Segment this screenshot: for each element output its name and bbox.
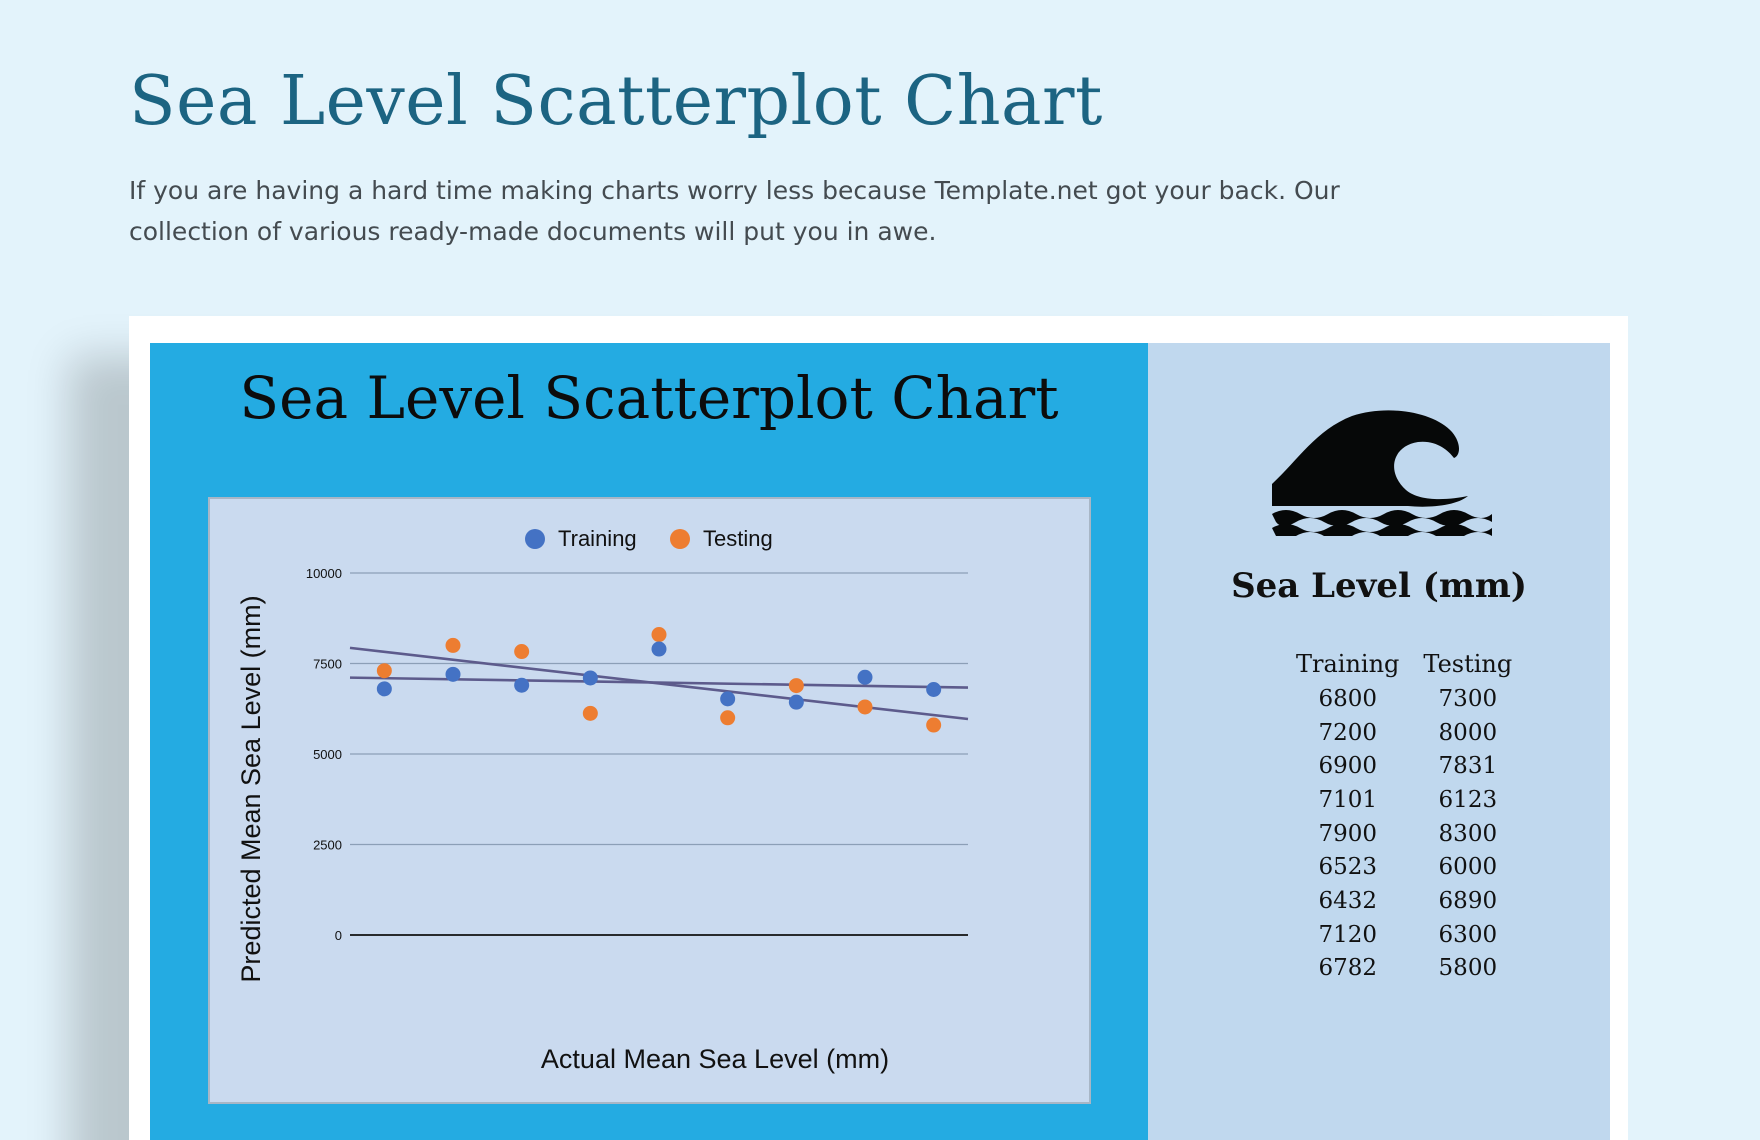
training-value-cell: 6432 — [1318, 887, 1377, 914]
table-body — [1284, 682, 1524, 985]
table-row — [1284, 682, 1524, 716]
point-training — [377, 681, 392, 696]
y-tick-label: 7500 — [313, 656, 342, 672]
chart-legend — [525, 526, 773, 551]
point-testing — [926, 718, 941, 733]
testing-value-cell: 6300 — [1438, 921, 1498, 948]
table-row — [1284, 783, 1524, 817]
point-testing — [514, 644, 529, 659]
testing-value-cell: 6000 — [1438, 854, 1498, 881]
point-training — [926, 682, 941, 697]
testing-value-cell: 6890 — [1438, 887, 1498, 914]
y-tick-label: 0 — [334, 928, 342, 943]
training-value-cell: 7120 — [1318, 921, 1377, 948]
point-testing — [858, 699, 873, 714]
training-value-cell: 7200 — [1318, 719, 1377, 746]
training-value-cell: 6523 — [1318, 854, 1377, 881]
page-title: Sea Level Scatterplot Chart — [129, 62, 1103, 141]
table-header-testing: Testing — [1423, 650, 1513, 678]
trendline-testing — [350, 648, 968, 719]
testing-value-cell: 5800 — [1438, 955, 1498, 982]
legend-label-testing: Testing — [703, 526, 773, 551]
point-training — [652, 642, 667, 657]
table-header-row — [1284, 646, 1524, 682]
testing-value-cell: 7300 — [1438, 685, 1498, 712]
table-header-training: Training — [1296, 650, 1400, 678]
legend-marker-training — [525, 529, 545, 549]
training-value-cell: 6782 — [1318, 955, 1377, 982]
table-row — [1284, 716, 1524, 750]
table-row — [1284, 884, 1524, 918]
point-testing — [652, 627, 667, 642]
testing-value-cell: 8000 — [1438, 719, 1498, 746]
point-testing — [377, 663, 392, 678]
page-description: If you are having a hard time making charts worry less because Template.net got your back. Our collection of various ready-made documents will put you in awe. — [129, 176, 1340, 246]
y-tick-label: 5000 — [313, 747, 342, 762]
training-value-cell: 6900 — [1318, 753, 1377, 780]
scatter-chart-svg — [210, 499, 1089, 1102]
legend-marker-testing — [670, 529, 690, 549]
table-row — [1284, 918, 1524, 952]
table-row — [1284, 749, 1524, 783]
point-testing — [720, 710, 735, 725]
y-axis-ticks — [306, 566, 342, 943]
chart-heading: Sea Level Scatterplot Chart — [239, 364, 1059, 432]
wave-icon — [1268, 410, 1492, 541]
training-value-cell: 7101 — [1318, 786, 1377, 813]
point-training — [514, 678, 529, 693]
y-tick-label: 10000 — [305, 566, 342, 581]
chart-trendlines — [350, 648, 968, 719]
table-row — [1284, 952, 1524, 986]
point-testing — [583, 706, 598, 721]
testing-value-cell: 6123 — [1438, 786, 1498, 813]
table-row — [1284, 817, 1524, 851]
side-panel-title: Sea Level (mm) — [1231, 566, 1527, 606]
data-table — [1284, 646, 1524, 985]
point-training — [583, 670, 598, 685]
y-axis-title: Predicted Mean Sea Level (mm) — [236, 595, 266, 983]
point-training — [720, 691, 735, 706]
point-training — [446, 667, 461, 682]
chart-area — [208, 497, 1091, 1104]
x-axis-title: Actual Mean Sea Level (mm) — [540, 1044, 890, 1074]
point-training — [789, 695, 804, 710]
training-value-cell: 7900 — [1318, 820, 1377, 847]
table-row — [1284, 850, 1524, 884]
testing-value-cell: 7831 — [1438, 753, 1498, 780]
point-training — [858, 670, 873, 685]
testing-value-cell: 8300 — [1438, 820, 1498, 847]
legend-label-training: Training — [558, 526, 637, 551]
training-value-cell: 6800 — [1318, 685, 1377, 712]
y-tick-label: 2500 — [313, 837, 342, 853]
point-testing — [446, 638, 461, 653]
point-testing — [789, 678, 804, 693]
